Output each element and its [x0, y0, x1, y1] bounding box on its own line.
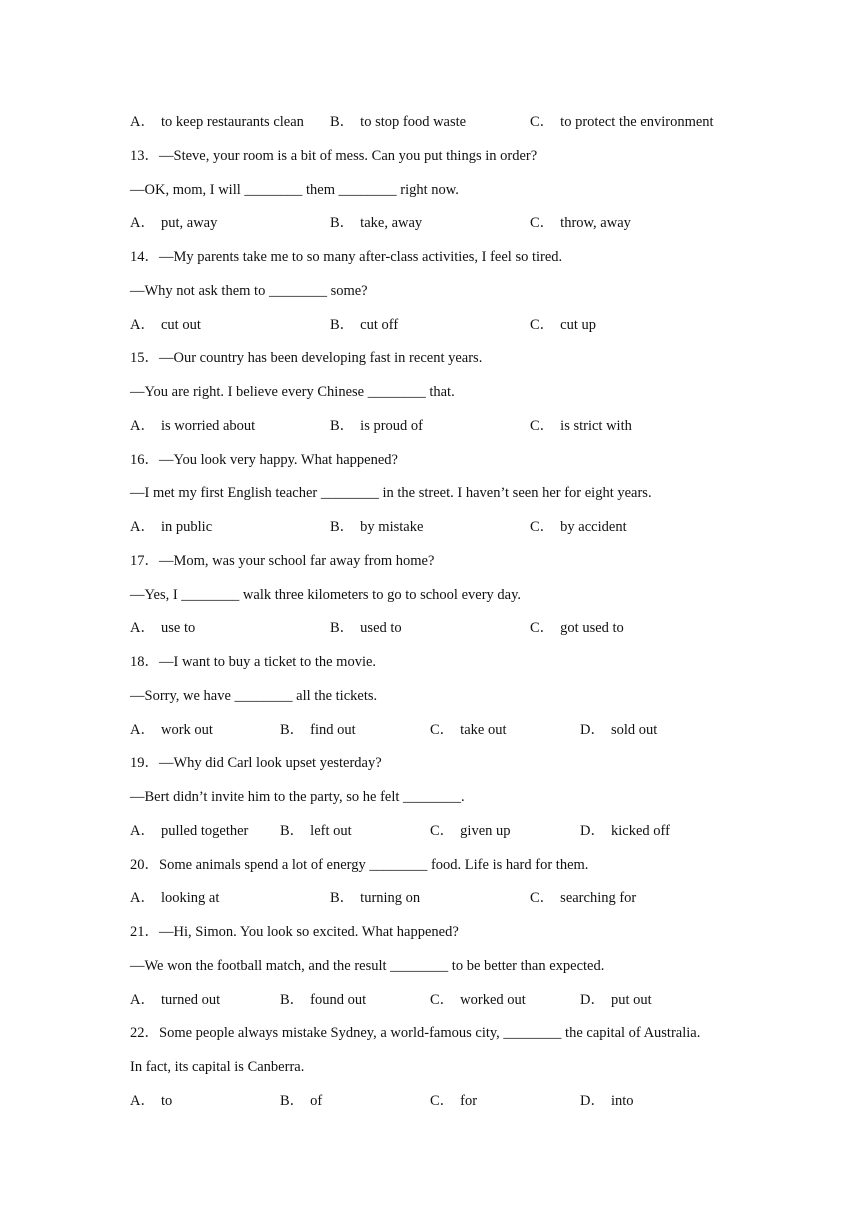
option-c — [530, 315, 596, 335]
option-letter: A． — [130, 992, 155, 1008]
option-text: of — [310, 1093, 323, 1109]
option-a — [130, 213, 217, 233]
option-letter: C． — [530, 215, 555, 231]
option-text: throw, away — [560, 215, 631, 231]
option-text: cut out — [160, 317, 201, 333]
question-line: 15．—Our country has been developing fast in recent years. — [130, 350, 483, 366]
question-line: 16．—You look very happy. What happened? — [130, 452, 398, 468]
option-text: sold out — [610, 722, 658, 738]
option-text: take out — [460, 722, 507, 738]
option-c — [530, 416, 632, 436]
option-text: to stop food waste — [360, 114, 467, 130]
option-text: by accident — [560, 519, 627, 535]
option-d — [580, 720, 657, 740]
option-a — [130, 888, 219, 908]
option-c — [530, 888, 636, 908]
option-letter: C． — [430, 992, 455, 1008]
option-text: worked out — [460, 992, 526, 1008]
option-letter: C． — [430, 823, 455, 839]
option-letter: C． — [430, 1093, 455, 1109]
option-text: is proud of — [360, 418, 424, 434]
question-line: —We won the football match, and the result ________ to be better than expected. — [130, 958, 605, 974]
option-letter: C． — [530, 418, 555, 434]
option-a — [130, 416, 255, 436]
option-b — [330, 618, 402, 638]
option-text: in public — [160, 519, 213, 535]
options-row — [130, 315, 770, 335]
option-b — [330, 517, 423, 537]
option-letter: A． — [130, 317, 155, 333]
options-row — [130, 213, 770, 233]
option-letter: B． — [330, 114, 355, 130]
option-a — [130, 990, 220, 1010]
option-a — [130, 821, 248, 841]
option-letter: B． — [330, 215, 355, 231]
option-a — [130, 1091, 172, 1111]
options-row — [130, 1091, 770, 1111]
option-text: left out — [310, 823, 352, 839]
option-letter: C． — [530, 519, 555, 535]
option-text: to keep restaurants clean — [160, 114, 304, 130]
option-text: turning on — [360, 890, 421, 906]
option-text: into — [610, 1093, 634, 1109]
option-letter: B． — [330, 519, 355, 535]
option-text: put out — [610, 992, 652, 1008]
question-line: —Why not ask them to ________ some? — [130, 283, 368, 299]
options-row — [130, 416, 770, 436]
option-a — [130, 517, 212, 537]
option-letter: A． — [130, 215, 155, 231]
option-letter: C． — [530, 620, 555, 636]
option-text: use to — [160, 620, 196, 636]
option-b — [330, 315, 398, 335]
option-letter: D． — [580, 992, 605, 1008]
option-b — [280, 720, 356, 740]
option-text: found out — [310, 992, 367, 1008]
option-a — [130, 720, 213, 740]
option-letter: A． — [130, 114, 155, 130]
option-letter: A． — [130, 890, 155, 906]
option-letter: A． — [130, 823, 155, 839]
option-a — [130, 315, 201, 335]
option-text: to protect the environment — [560, 114, 714, 130]
options-row — [130, 821, 770, 841]
options-row — [130, 112, 770, 132]
option-text: is strict with — [560, 418, 632, 434]
option-text: got used to — [560, 620, 624, 636]
options-row — [130, 720, 770, 740]
option-c — [430, 1091, 477, 1111]
option-c — [530, 213, 631, 233]
option-c — [430, 990, 526, 1010]
option-b — [280, 821, 352, 841]
option-text: used to — [360, 620, 402, 636]
options-row — [130, 517, 770, 537]
option-b — [330, 888, 420, 908]
question-line: —You are right. I believe every Chinese ________ that. — [130, 384, 455, 400]
question-line: —Bert didn’t invite him to the party, so he felt ________. — [130, 789, 465, 805]
option-text: is worried about — [160, 418, 256, 434]
option-text: kicked off — [610, 823, 670, 839]
options-row — [130, 888, 770, 908]
option-c — [530, 618, 624, 638]
options-row — [130, 618, 770, 638]
option-letter: C． — [530, 890, 555, 906]
option-c — [430, 720, 506, 740]
option-c — [530, 112, 714, 132]
option-text: searching for — [560, 890, 637, 906]
option-text: given up — [460, 823, 511, 839]
option-letter: D． — [580, 722, 605, 738]
option-b — [280, 990, 366, 1010]
question-line: 17．—Mom, was your school far away from home? — [130, 553, 435, 569]
option-letter: A． — [130, 722, 155, 738]
question-line: 20．Some animals spend a lot of energy ________ food. Life is hard for them. — [130, 857, 589, 873]
option-c — [430, 821, 511, 841]
option-letter: D． — [580, 1093, 605, 1109]
option-b — [330, 112, 466, 132]
option-text: cut up — [560, 317, 597, 333]
option-b — [330, 416, 423, 436]
option-b — [330, 213, 422, 233]
option-a — [130, 618, 195, 638]
option-text: take, away — [360, 215, 423, 231]
option-letter: C． — [430, 722, 455, 738]
option-letter: B． — [280, 992, 305, 1008]
option-letter: B． — [330, 418, 355, 434]
options-row — [130, 990, 770, 1010]
option-text: cut off — [360, 317, 399, 333]
option-letter: A． — [130, 620, 155, 636]
option-letter: B． — [280, 722, 305, 738]
option-letter: B． — [330, 317, 355, 333]
question-line: 18．—I want to buy a ticket to the movie. — [130, 654, 377, 670]
option-d — [580, 1091, 634, 1111]
option-letter: B． — [280, 1093, 305, 1109]
option-text: pulled together — [160, 823, 249, 839]
option-letter: A． — [130, 1093, 155, 1109]
question-line: 19．—Why did Carl look upset yesterday? — [130, 755, 382, 771]
option-letter: A． — [130, 418, 155, 434]
question-line: —Sorry, we have ________ all the tickets. — [130, 688, 378, 704]
option-letter: D． — [580, 823, 605, 839]
question-line: 14．—My parents take me to so many after-class activities, I feel so tired. — [130, 249, 563, 265]
question-line: —I met my first English teacher ________ in the street. I haven’t seen her for eight years. — [130, 485, 652, 501]
question-line: In fact, its capital is Canberra. — [130, 1059, 305, 1075]
option-text: find out — [310, 722, 356, 738]
option-letter: B． — [280, 823, 305, 839]
option-b — [280, 1091, 322, 1111]
option-text: by mistake — [360, 519, 424, 535]
option-text: work out — [160, 722, 213, 738]
question-line: —Yes, I ________ walk three kilometers to go to school every day. — [130, 587, 522, 603]
option-text: turned out — [160, 992, 221, 1008]
option-letter: B． — [330, 890, 355, 906]
option-letter: B． — [330, 620, 355, 636]
option-text: for — [460, 1093, 478, 1109]
option-letter: A． — [130, 519, 155, 535]
option-d — [580, 990, 652, 1010]
option-a — [130, 112, 304, 132]
option-text: to — [160, 1093, 173, 1109]
question-line: 13．—Steve, your room is a bit of mess. Can you put things in order? — [130, 148, 538, 164]
option-text: put, away — [160, 215, 218, 231]
option-d — [580, 821, 670, 841]
option-letter: C． — [530, 317, 555, 333]
question-line: 22．Some people always mistake Sydney, a world-famous city, ________ the capital of Australia. — [130, 1025, 701, 1041]
option-letter: C． — [530, 114, 555, 130]
option-c — [530, 517, 627, 537]
question-line: 21．—Hi, Simon. You look so excited. What happened? — [130, 924, 459, 940]
question-line: —OK, mom, I will ________ them ________ right now. — [130, 182, 459, 198]
option-text: looking at — [160, 890, 220, 906]
